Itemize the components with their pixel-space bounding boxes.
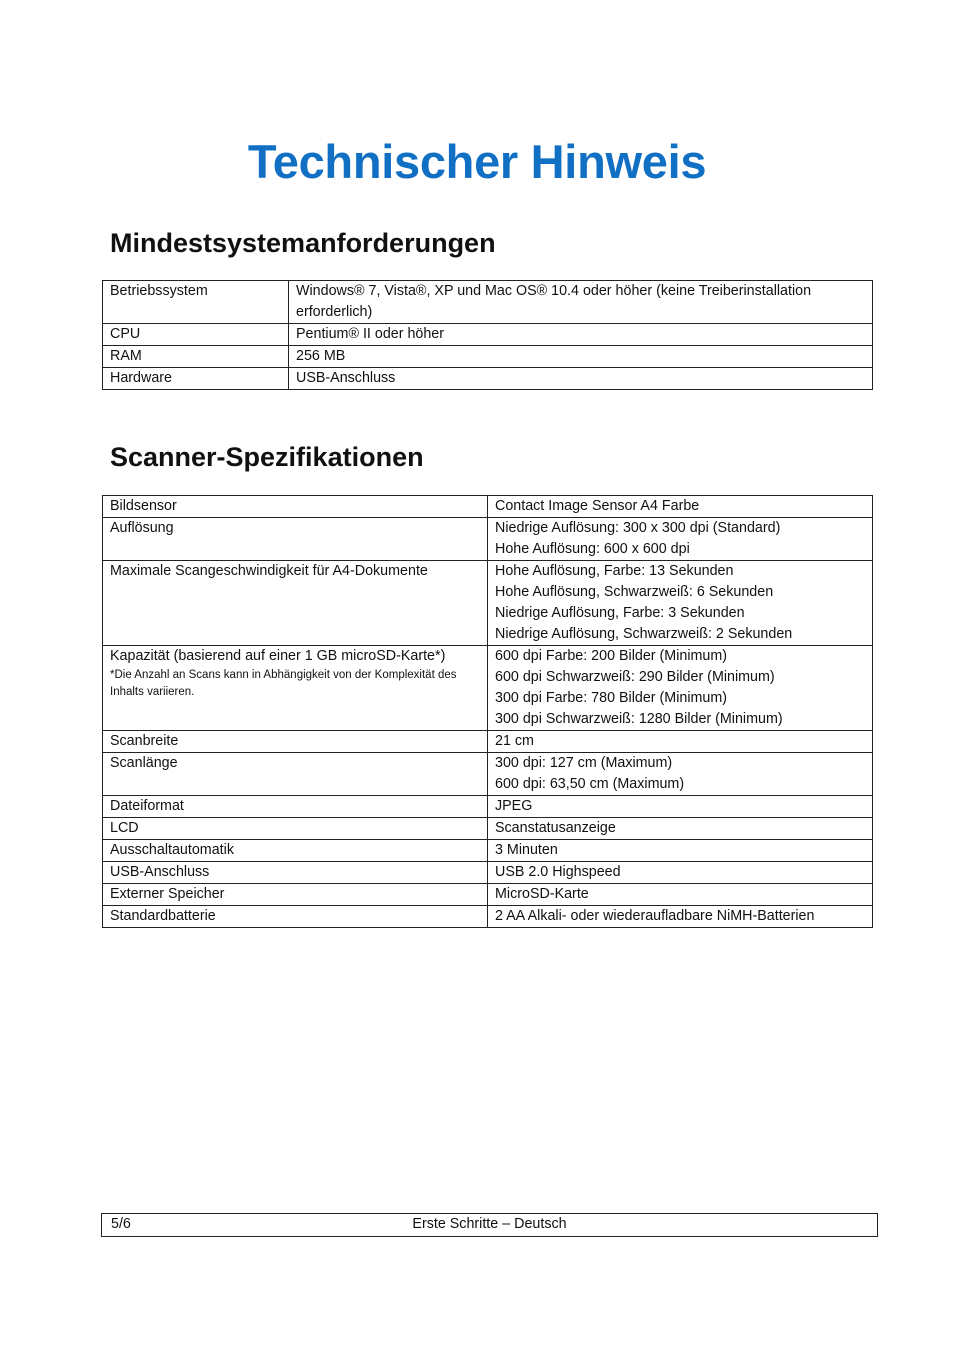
- table-row: [103, 862, 873, 884]
- spec-value: JPEG: [488, 796, 873, 818]
- spec-key: Externer Speicher: [103, 884, 488, 906]
- system-requirements-heading: Mindestsystemanforderungen: [110, 228, 496, 258]
- table-row: [103, 346, 873, 368]
- page-number: 5/6: [111, 1216, 131, 1232]
- table-row: [103, 796, 873, 818]
- spec-key: Standardbatterie: [103, 906, 488, 928]
- spec-value: MicroSD-Karte: [488, 884, 873, 906]
- spec-key: Maximale Scangeschwindigkeit für A4-Dokumente: [103, 561, 488, 646]
- footer-text: Erste Schritte – Deutsch: [412, 1216, 567, 1232]
- spec-value: 3 Minuten: [488, 840, 873, 862]
- table-row: [103, 840, 873, 862]
- spec-key: Scanlänge: [103, 753, 488, 796]
- table-row: [103, 518, 873, 561]
- table-row: [103, 561, 873, 646]
- spec-value: Contact Image Sensor A4 Farbe: [488, 496, 873, 518]
- spec-value: USB 2.0 Highspeed: [488, 862, 873, 884]
- spec-value: 600 dpi Farbe: 200 Bilder (Minimum) 600 dpi Schwarzweiß: 290 Bilder (Minimum) 300 dpi Farbe: 780 Bilder (Minimum) 300 dpi Schwarzweiß: 1280 Bilder (Minimum): [488, 646, 873, 731]
- spec-key: Dateiformat: [103, 796, 488, 818]
- spec-value: Windows® 7, Vista®, XP und Mac OS® 10.4 oder höher (keine Treiberinstallation erforderlich): [289, 281, 873, 324]
- spec-key: Ausschaltautomatik: [103, 840, 488, 862]
- table-row: [103, 884, 873, 906]
- spec-key: Scanbreite: [103, 731, 488, 753]
- page-footer: [101, 1213, 878, 1237]
- page-title: Technischer Hinweis: [247, 135, 707, 188]
- spec-key: Betriebssystem: [103, 281, 289, 324]
- system-requirements-table: [102, 280, 873, 390]
- spec-key: LCD: [103, 818, 488, 840]
- scanner-specs-table: [102, 495, 873, 928]
- spec-value: Pentium® II oder höher: [289, 324, 873, 346]
- capacity-footnote: *Die Anzahl an Scans kann in Abhängigkeit von der Komplexität des Inhalts variieren.: [110, 669, 457, 698]
- table-row: [103, 496, 873, 518]
- table-row: [103, 368, 873, 390]
- spec-key: USB-Anschluss: [103, 862, 488, 884]
- table-row: [103, 646, 873, 731]
- spec-value: 21 cm: [488, 731, 873, 753]
- table-row: [103, 753, 873, 796]
- spec-value: Scanstatusanzeige: [488, 818, 873, 840]
- table-row: [103, 818, 873, 840]
- table-row: [103, 906, 873, 928]
- spec-key: RAM: [103, 346, 289, 368]
- table-row: [103, 731, 873, 753]
- spec-key: Kapazität (basierend auf einer 1 GB microSD-Karte*) *Die Anzahl an Scans kann in Abhängigkeit von der Komplexität des Inhalts variieren.: [103, 646, 488, 731]
- spec-value: USB-Anschluss: [289, 368, 873, 390]
- spec-value: Niedrige Auflösung: 300 x 300 dpi (Standard) Hohe Auflösung: 600 x 600 dpi: [488, 518, 873, 561]
- scanner-specs-heading: Scanner-Spezifikationen: [110, 442, 424, 472]
- spec-key: Bildsensor: [103, 496, 488, 518]
- spec-value: 2 AA Alkali- oder wiederaufladbare NiMH-Batterien: [488, 906, 873, 928]
- spec-value: Hohe Auflösung, Farbe: 13 Sekunden Hohe Auflösung, Schwarzweiß: 6 Sekunden Niedrige Auflösung, Farbe: 3 Sekunden Niedrige Auflösung, Schwarzweiß: 2 Sekunden: [488, 561, 873, 646]
- spec-key: Auflösung: [103, 518, 488, 561]
- spec-value: 300 dpi: 127 cm (Maximum) 600 dpi: 63,50 cm (Maximum): [488, 753, 873, 796]
- spec-key: CPU: [103, 324, 289, 346]
- table-row: [103, 281, 873, 324]
- table-row: [103, 324, 873, 346]
- spec-key: Hardware: [103, 368, 289, 390]
- spec-value: 256 MB: [289, 346, 873, 368]
